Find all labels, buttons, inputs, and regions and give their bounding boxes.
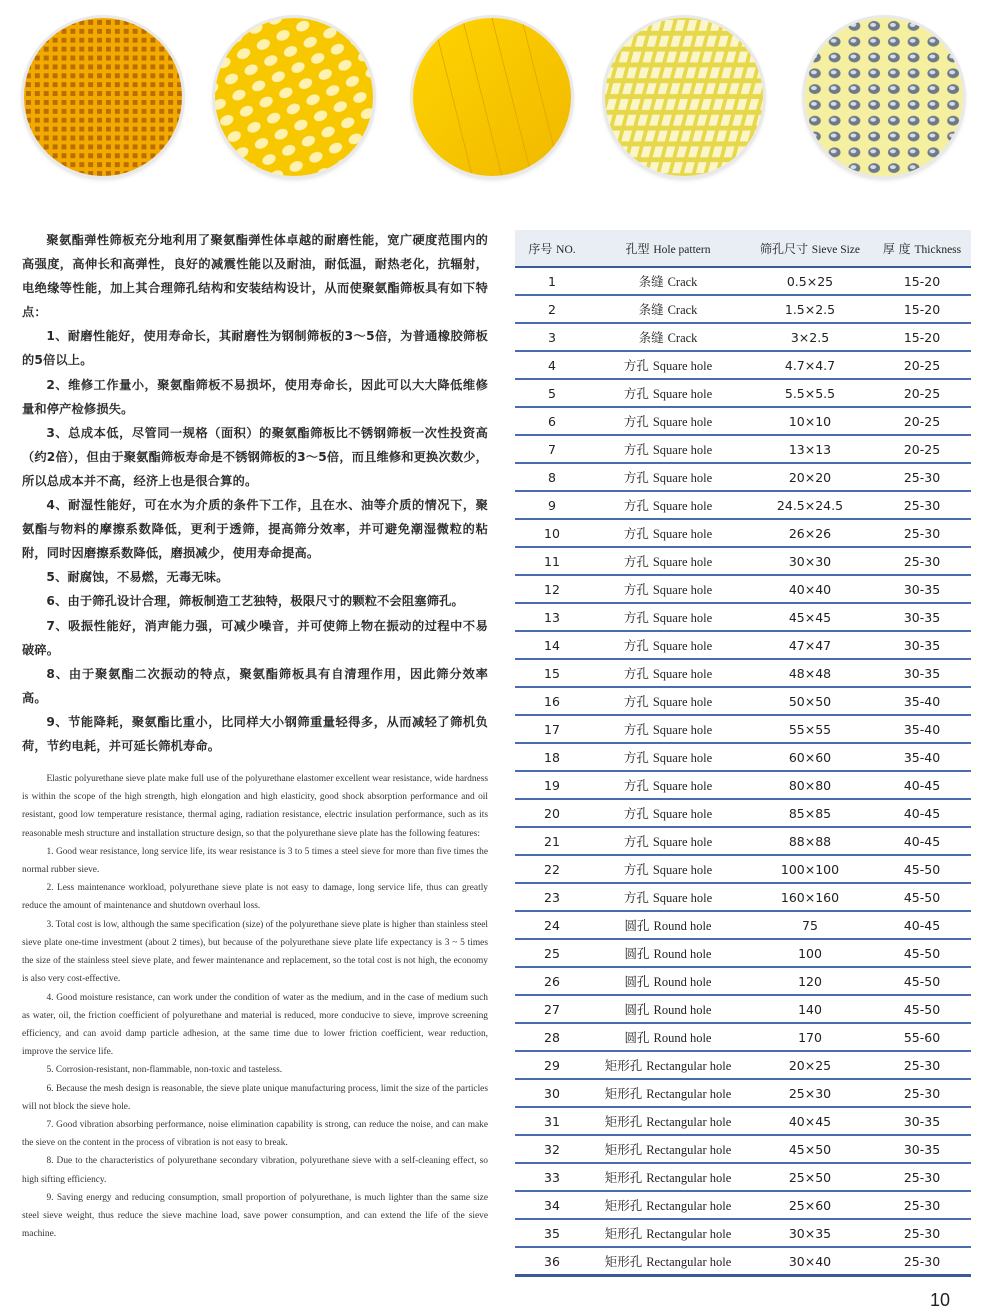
- cell-no: 34: [515, 1191, 589, 1219]
- hole-pattern-zh: 方孔: [623, 386, 649, 401]
- table-row: [515, 351, 971, 379]
- table-row: [515, 1051, 971, 1079]
- cell-no: 10: [515, 519, 589, 547]
- hole-pattern-en: Square hole: [652, 359, 713, 373]
- hole-pattern-zh: 圆孔: [624, 1002, 650, 1017]
- cell-no: 24: [515, 911, 589, 939]
- table-header-row: [515, 230, 971, 267]
- table-row: [515, 379, 971, 407]
- cell-hole-pattern: [589, 267, 747, 295]
- cell-thickness: 25-30: [873, 1079, 971, 1107]
- cell-thickness: 20-25: [873, 407, 971, 435]
- cell-thickness: 20-25: [873, 435, 971, 463]
- hole-pattern-en: Square hole: [652, 695, 713, 709]
- chinese-description: [22, 228, 488, 758]
- hole-pattern-zh: 矩形孔: [604, 1170, 643, 1185]
- cell-no: 9: [515, 491, 589, 519]
- cell-sieve-size: 25×60: [747, 1191, 873, 1219]
- cell-hole-pattern: [589, 659, 747, 687]
- zh-paragraph: 9、节能降耗，聚氨酯比重小，比同样大小钢筛重量轻得多，从而减轻了筛机负荷，节约电耗，并可延长筛机寿命。: [22, 714, 488, 753]
- table-row: [515, 799, 971, 827]
- page-number: 10: [930, 1290, 951, 1310]
- hole-pattern-zh: 条缝: [638, 330, 664, 345]
- hole-pattern-zh: 方孔: [623, 694, 649, 709]
- hole-pattern-en: Square hole: [652, 667, 713, 681]
- cell-hole-pattern: [589, 435, 747, 463]
- hole-pattern-en: Round hole: [653, 947, 712, 961]
- cell-no: 14: [515, 631, 589, 659]
- cell-no: 32: [515, 1135, 589, 1163]
- hole-pattern-zh: 矩形孔: [604, 1254, 643, 1269]
- hole-pattern-en: Square hole: [652, 387, 713, 401]
- header-size-en: Sieve Size: [811, 243, 861, 256]
- cell-hole-pattern: [589, 323, 747, 351]
- header-thickness: [873, 230, 971, 267]
- hole-pattern-zh: 方孔: [623, 610, 649, 625]
- cell-sieve-size: 40×45: [747, 1107, 873, 1135]
- cell-hole-pattern: [589, 911, 747, 939]
- cell-sieve-size: 170: [747, 1023, 873, 1051]
- cell-no: 6: [515, 407, 589, 435]
- cell-thickness: 20-25: [873, 351, 971, 379]
- description-column: [22, 228, 488, 1243]
- cell-hole-pattern: [589, 1023, 747, 1051]
- header-no-en: NO.: [556, 243, 576, 256]
- hole-pattern-en: Crack: [667, 331, 698, 345]
- square-mesh-sieve-photo: [24, 18, 182, 176]
- table-row: [515, 1023, 971, 1051]
- hole-pattern-en: Square hole: [652, 751, 713, 765]
- table-row: [515, 995, 971, 1023]
- header-size-zh: 筛孔尺寸: [759, 241, 808, 256]
- cell-thickness: 45-50: [873, 967, 971, 995]
- en-paragraph: 9. Saving energy and reducing consumption, small proportion of polyurethane, is much lighter than the same size steel sieve weight, thus reduce the sieve machine load, save power consumption, and can extend the life of the sieve machine.: [22, 1192, 488, 1240]
- cell-sieve-size: 45×45: [747, 603, 873, 631]
- product-photos: [0, 0, 1000, 200]
- cell-hole-pattern: [589, 939, 747, 967]
- cell-thickness: 25-30: [873, 1051, 971, 1079]
- hole-pattern-en: Square hole: [652, 555, 713, 569]
- cell-thickness: 45-50: [873, 939, 971, 967]
- en-paragraph: 6. Because the mesh design is reasonable, the sieve plate unique manufacturing process, limit the size of the particles will not block the sieve hole.: [22, 1083, 488, 1112]
- cell-no: 35: [515, 1219, 589, 1247]
- hole-pattern-zh: 矩形孔: [604, 1142, 643, 1157]
- cell-sieve-size: 100: [747, 939, 873, 967]
- cell-sieve-size: 13×13: [747, 435, 873, 463]
- cell-sieve-size: 1.5×2.5: [747, 295, 873, 323]
- table-row: [515, 827, 971, 855]
- cell-thickness: 45-50: [873, 855, 971, 883]
- table-row: [515, 1247, 971, 1276]
- hole-pattern-zh: 条缝: [638, 302, 664, 317]
- hole-pattern-zh: 方孔: [623, 442, 649, 457]
- table-row: [515, 659, 971, 687]
- hole-pattern-en: Crack: [667, 275, 698, 289]
- hole-pattern-en: Rectangular hole: [646, 1255, 732, 1269]
- cell-hole-pattern: [589, 547, 747, 575]
- hole-pattern-en: Rectangular hole: [646, 1171, 732, 1185]
- hole-pattern-zh: 圆孔: [624, 918, 650, 933]
- cell-no: 13: [515, 603, 589, 631]
- cell-no: 27: [515, 995, 589, 1023]
- table-row: [515, 323, 971, 351]
- cell-sieve-size: 30×40: [747, 1247, 873, 1276]
- cell-hole-pattern: [589, 631, 747, 659]
- cell-no: 29: [515, 1051, 589, 1079]
- cell-no: 31: [515, 1107, 589, 1135]
- cell-no: 16: [515, 687, 589, 715]
- cell-hole-pattern: [589, 519, 747, 547]
- cell-sieve-size: 24.5×24.5: [747, 491, 873, 519]
- english-description: [22, 770, 488, 1243]
- cell-sieve-size: 60×60: [747, 743, 873, 771]
- cell-thickness: 15-20: [873, 267, 971, 295]
- crack-slot-sieve-photo: [413, 18, 571, 176]
- cell-thickness: 25-30: [873, 1163, 971, 1191]
- cell-no: 2: [515, 295, 589, 323]
- cell-hole-pattern: [589, 1219, 747, 1247]
- cell-hole-pattern: [589, 715, 747, 743]
- cell-sieve-size: 3×2.5: [747, 323, 873, 351]
- cell-thickness: 30-35: [873, 603, 971, 631]
- header-thick-en: Thickness: [914, 243, 962, 256]
- cell-hole-pattern: [589, 1191, 747, 1219]
- cell-thickness: 25-30: [873, 1219, 971, 1247]
- hole-pattern-en: Round hole: [653, 1003, 712, 1017]
- table-row: [515, 575, 971, 603]
- hole-pattern-zh: 方孔: [623, 498, 649, 513]
- cell-sieve-size: 30×35: [747, 1219, 873, 1247]
- hole-pattern-en: Rectangular hole: [646, 1087, 732, 1101]
- header-hole-pattern: [589, 230, 747, 267]
- header-no-zh: 序号: [528, 241, 553, 256]
- header-hole-zh: 孔型: [625, 241, 650, 256]
- cell-thickness: 15-20: [873, 295, 971, 323]
- cell-hole-pattern: [589, 603, 747, 631]
- cell-hole-pattern: [589, 379, 747, 407]
- hole-pattern-en: Rectangular hole: [646, 1059, 732, 1073]
- en-paragraph: 1. Good wear resistance, long service life, its wear resistance is 3 to 5 times a steel sieve for more than five times the normal rubber sieve.: [22, 846, 488, 876]
- zh-paragraph: 1、耐磨性能好，使用寿命长，其耐磨性为钢制筛板的3～5倍，为普通橡胶筛板的5倍以上。: [22, 329, 488, 368]
- table-row: [515, 967, 971, 995]
- table-row: [515, 1107, 971, 1135]
- hole-pattern-en: Rectangular hole: [646, 1143, 732, 1157]
- en-paragraph: 5. Corrosion-resistant, non-flammable, non-toxic and tasteless.: [46, 1065, 283, 1076]
- table-row: [515, 1191, 971, 1219]
- table-row: [515, 295, 971, 323]
- cell-sieve-size: 160×160: [747, 883, 873, 911]
- hole-pattern-en: Square hole: [652, 415, 713, 429]
- cell-hole-pattern: [589, 967, 747, 995]
- table-row: [515, 1079, 971, 1107]
- cell-no: 11: [515, 547, 589, 575]
- zh-paragraph: 3、总成本低，尽管同一规格（面积）的聚氨酯筛板比不锈钢筛板一次性投资高（约2倍），但由于聚氨酯筛板寿命是不锈钢筛板的3～5倍，而且维修和更换次数少，所以总成本并不高，经济上也是很合算的。: [22, 425, 488, 488]
- cell-no: 12: [515, 575, 589, 603]
- cell-no: 36: [515, 1247, 589, 1276]
- cell-no: 1: [515, 267, 589, 295]
- hole-pattern-en: Rectangular hole: [646, 1115, 732, 1129]
- cell-sieve-size: 10×10: [747, 407, 873, 435]
- hole-pattern-en: Square hole: [652, 443, 713, 457]
- cell-sieve-size: 45×50: [747, 1135, 873, 1163]
- cell-no: 4: [515, 351, 589, 379]
- cell-thickness: 30-35: [873, 1107, 971, 1135]
- hole-pattern-en: Square hole: [652, 499, 713, 513]
- pale-round-hole-sieve-photo: [805, 18, 963, 176]
- hole-pattern-en: Square hole: [652, 863, 713, 877]
- cell-thickness: 25-30: [873, 463, 971, 491]
- cell-hole-pattern: [589, 687, 747, 715]
- hole-pattern-en: Crack: [667, 303, 698, 317]
- hole-pattern-en: Square hole: [652, 527, 713, 541]
- hole-pattern-zh: 方孔: [623, 414, 649, 429]
- table-row: [515, 687, 971, 715]
- hole-pattern-zh: 矩形孔: [604, 1114, 643, 1129]
- cell-sieve-size: 47×47: [747, 631, 873, 659]
- cell-sieve-size: 40×40: [747, 575, 873, 603]
- hole-pattern-en: Rectangular hole: [646, 1227, 732, 1241]
- cell-thickness: 25-30: [873, 1247, 971, 1276]
- cell-sieve-size: 100×100: [747, 855, 873, 883]
- cell-hole-pattern: [589, 351, 747, 379]
- cell-thickness: 25-30: [873, 547, 971, 575]
- cell-thickness: 45-50: [873, 995, 971, 1023]
- hole-pattern-en: Round hole: [653, 919, 712, 933]
- cell-sieve-size: 30×30: [747, 547, 873, 575]
- cell-no: 19: [515, 771, 589, 799]
- cell-no: 26: [515, 967, 589, 995]
- cell-thickness: 40-45: [873, 771, 971, 799]
- cell-sieve-size: 26×26: [747, 519, 873, 547]
- hole-pattern-en: Square hole: [652, 639, 713, 653]
- table-row: [515, 407, 971, 435]
- header-sieve-size: [747, 230, 873, 267]
- cell-thickness: 25-30: [873, 491, 971, 519]
- en-paragraph: 8. Due to the characteristics of polyurethane secondary vibration, polyurethane sieve with a self-cleaning effect, so high sifting efficiency.: [22, 1156, 488, 1185]
- cell-hole-pattern: [589, 995, 747, 1023]
- table-row: [515, 1135, 971, 1163]
- cell-thickness: 35-40: [873, 715, 971, 743]
- zh-paragraph: 8、由于聚氨酯二次振动的特点，聚氨酯筛板具有自清理作用，因此筛分效率高。: [22, 666, 488, 705]
- cell-hole-pattern: [589, 1247, 747, 1276]
- cell-sieve-size: 25×30: [747, 1079, 873, 1107]
- header-hole-en: Hole pattern: [653, 243, 711, 256]
- zh-paragraph: 4、耐湿性能好，可在水为介质的条件下工作，且在水、油等介质的情况下，聚氨酯与物料的摩擦系数降低，更利于透筛，提高筛分效率，并可避免潮湿微粒的粘附，同时因磨擦系数降低，磨损减少，使用寿命提高。: [22, 498, 488, 561]
- cell-hole-pattern: [589, 1163, 747, 1191]
- cell-hole-pattern: [589, 407, 747, 435]
- cell-thickness: 25-30: [873, 519, 971, 547]
- hole-pattern-zh: 方孔: [623, 526, 649, 541]
- cell-no: 30: [515, 1079, 589, 1107]
- table-row: [515, 267, 971, 295]
- cell-hole-pattern: [589, 1135, 747, 1163]
- hole-pattern-zh: 矩形孔: [604, 1086, 643, 1101]
- hole-pattern-en: Square hole: [652, 611, 713, 625]
- hole-pattern-en: Square hole: [652, 779, 713, 793]
- table-row: [515, 855, 971, 883]
- cell-no: 21: [515, 827, 589, 855]
- table-row: [515, 435, 971, 463]
- hole-pattern-en: Square hole: [652, 891, 713, 905]
- hole-pattern-zh: 方孔: [623, 862, 649, 877]
- cell-sieve-size: 55×55: [747, 715, 873, 743]
- zh-paragraph: 7、吸振性能好，消声能力强，可减少噪音，并可使筛上物在振动的过程中不易破碎。: [22, 618, 488, 657]
- hole-pattern-zh: 矩形孔: [604, 1058, 643, 1073]
- hole-pattern-zh: 方孔: [623, 582, 649, 597]
- cell-thickness: 35-40: [873, 687, 971, 715]
- round-hole-sieve-photo: [215, 18, 373, 176]
- hole-pattern-zh: 矩形孔: [604, 1198, 643, 1213]
- cell-hole-pattern: [589, 855, 747, 883]
- cell-thickness: 30-35: [873, 575, 971, 603]
- cell-thickness: 15-20: [873, 323, 971, 351]
- cell-sieve-size: 75: [747, 911, 873, 939]
- cell-sieve-size: 5.5×5.5: [747, 379, 873, 407]
- hole-pattern-zh: 方孔: [623, 358, 649, 373]
- en-paragraph: 3. Total cost is low, although the same specification (size) of the polyurethane sieve plate is higher than stainless steel sieve plate one-time investment (about 2 times), but because of the polyurethane sieve plate life expectancy is 3 ~ 5 times the size of the stainless steel sieve plate, and fewer maintenance and replacement, so the total cost is not high, the economy is also very cost-effective.: [22, 919, 488, 985]
- en-paragraph: 4. Good moisture resistance, can work under the condition of water as the medium, and in the case of medium such as water, oil, the friction coefficient of polyurethane and material is reduced, more conducive to sieve, improve screening efficiency, and can avoid damp particle adhesion, at the same time due to lower friction coefficient, wear reduction, improve the service life.: [22, 992, 488, 1058]
- cell-hole-pattern: [589, 295, 747, 323]
- cell-thickness: 20-25: [873, 379, 971, 407]
- cell-sieve-size: 80×80: [747, 771, 873, 799]
- cell-sieve-size: 20×25: [747, 1051, 873, 1079]
- hole-pattern-zh: 圆孔: [624, 974, 650, 989]
- hole-pattern-en: Round hole: [653, 975, 712, 989]
- cell-hole-pattern: [589, 1107, 747, 1135]
- cell-hole-pattern: [589, 491, 747, 519]
- cell-hole-pattern: [589, 799, 747, 827]
- header-no: [515, 230, 589, 267]
- hole-pattern-en: Rectangular hole: [646, 1199, 732, 1213]
- table-row: [515, 883, 971, 911]
- hole-pattern-zh: 方孔: [623, 638, 649, 653]
- cell-hole-pattern: [589, 883, 747, 911]
- table-row: [515, 1163, 971, 1191]
- hole-pattern-en: Square hole: [652, 723, 713, 737]
- hole-pattern-en: Square hole: [652, 807, 713, 821]
- cell-sieve-size: 50×50: [747, 687, 873, 715]
- en-paragraph: Elastic polyurethane sieve plate make full use of the polyurethane elastomer excellent wear resistance, wide hardness is within the scope of the high strength, high elongation and high elasticity, good shock absorption performance and oil resistant, good low temperature resistance, thermal aging, radiation resistance, electric insulation performance, such as its reasonable mesh structure and installation structure design, so that the polyurethane sieve plate has the following features:: [22, 774, 488, 839]
- cell-thickness: 30-35: [873, 631, 971, 659]
- cell-no: 28: [515, 1023, 589, 1051]
- hole-pattern-en: Square hole: [652, 583, 713, 597]
- cell-hole-pattern: [589, 463, 747, 491]
- table-row: [515, 491, 971, 519]
- cell-no: 8: [515, 463, 589, 491]
- cell-hole-pattern: [589, 743, 747, 771]
- cell-no: 18: [515, 743, 589, 771]
- cell-sieve-size: 120: [747, 967, 873, 995]
- table-row: [515, 939, 971, 967]
- hole-pattern-zh: 方孔: [623, 750, 649, 765]
- hole-pattern-zh: 方孔: [623, 554, 649, 569]
- hole-pattern-zh: 矩形孔: [604, 1226, 643, 1241]
- hole-pattern-zh: 方孔: [623, 722, 649, 737]
- cell-no: 22: [515, 855, 589, 883]
- cell-hole-pattern: [589, 1079, 747, 1107]
- sieve-spec-table: [515, 230, 971, 1277]
- header-thick-zh: 厚 度: [882, 241, 911, 256]
- hole-pattern-zh: 圆孔: [624, 946, 650, 961]
- cell-thickness: 40-45: [873, 911, 971, 939]
- cell-no: 15: [515, 659, 589, 687]
- zh-paragraph: 聚氨酯弹性筛板充分地利用了聚氨酯弹性体卓越的耐磨性能，宽广硬度范围内的高强度，高伸长和高弹性，良好的减震性能以及耐油，耐低温，耐热老化，抗辐射，电绝缘等性能，加上其合理筛孔结构和安装结构设计，从而使聚氨酯筛板具有如下特点：: [22, 233, 488, 320]
- cell-no: 7: [515, 435, 589, 463]
- cell-no: 23: [515, 883, 589, 911]
- cell-no: 5: [515, 379, 589, 407]
- zh-paragraph: 5、耐腐蚀，不易燃，无毒无味。: [46, 570, 229, 585]
- cell-thickness: 45-50: [873, 883, 971, 911]
- hole-pattern-en: Square hole: [652, 835, 713, 849]
- table-row: [515, 519, 971, 547]
- hole-pattern-en: Square hole: [652, 471, 713, 485]
- table-row: [515, 1219, 971, 1247]
- cell-hole-pattern: [589, 1051, 747, 1079]
- cell-sieve-size: 85×85: [747, 799, 873, 827]
- cell-thickness: 30-35: [873, 1135, 971, 1163]
- hole-pattern-zh: 方孔: [623, 806, 649, 821]
- cell-thickness: 35-40: [873, 743, 971, 771]
- table-row: [515, 743, 971, 771]
- cell-thickness: 40-45: [873, 827, 971, 855]
- cell-no: 33: [515, 1163, 589, 1191]
- cell-no: 3: [515, 323, 589, 351]
- hole-pattern-en: Round hole: [653, 1031, 712, 1045]
- cell-no: 17: [515, 715, 589, 743]
- cell-thickness: 55-60: [873, 1023, 971, 1051]
- cell-sieve-size: 140: [747, 995, 873, 1023]
- cell-no: 25: [515, 939, 589, 967]
- table-row: [515, 603, 971, 631]
- zh-paragraph: 2、维修工作量小，聚氨酯筛板不易损坏，使用寿命长，因此可以大大降低维修量和停产检修损失。: [22, 377, 488, 416]
- hole-pattern-zh: 条缝: [638, 274, 664, 289]
- en-paragraph: 2. Less maintenance workload, polyurethane sieve plate is not easy to damage, long service life, thus can greatly reduce the amount of maintenance and shutdown overhaul loss.: [22, 883, 488, 912]
- en-paragraph: 7. Good vibration absorbing performance, noise elimination capability is strong, can reduce the noise, and can make the sieve on the content in the process of vibration is not easy to break.: [22, 1119, 488, 1149]
- table-row: [515, 463, 971, 491]
- cell-sieve-size: 0.5×25: [747, 267, 873, 295]
- table-row: [515, 547, 971, 575]
- rectangular-hole-sieve-photo: [605, 18, 763, 176]
- table-row: [515, 631, 971, 659]
- cell-sieve-size: 4.7×4.7: [747, 351, 873, 379]
- table-row: [515, 771, 971, 799]
- cell-no: 20: [515, 799, 589, 827]
- cell-thickness: 30-35: [873, 659, 971, 687]
- table-row: [515, 911, 971, 939]
- cell-thickness: 40-45: [873, 799, 971, 827]
- cell-hole-pattern: [589, 771, 747, 799]
- table-row: [515, 715, 971, 743]
- hole-pattern-zh: 方孔: [623, 834, 649, 849]
- cell-sieve-size: 25×50: [747, 1163, 873, 1191]
- hole-pattern-zh: 方孔: [623, 890, 649, 905]
- cell-hole-pattern: [589, 575, 747, 603]
- cell-sieve-size: 48×48: [747, 659, 873, 687]
- hole-pattern-zh: 圆孔: [624, 1030, 650, 1045]
- hole-pattern-zh: 方孔: [623, 778, 649, 793]
- table-body: [515, 267, 971, 1276]
- cell-sieve-size: 20×20: [747, 463, 873, 491]
- hole-pattern-zh: 方孔: [623, 666, 649, 681]
- zh-paragraph: 6、由于筛孔设计合理，筛板制造工艺独特，极限尺寸的颗粒不会阻塞筛孔。: [46, 594, 464, 609]
- cell-sieve-size: 88×88: [747, 827, 873, 855]
- cell-thickness: 25-30: [873, 1191, 971, 1219]
- cell-hole-pattern: [589, 827, 747, 855]
- hole-pattern-zh: 方孔: [623, 470, 649, 485]
